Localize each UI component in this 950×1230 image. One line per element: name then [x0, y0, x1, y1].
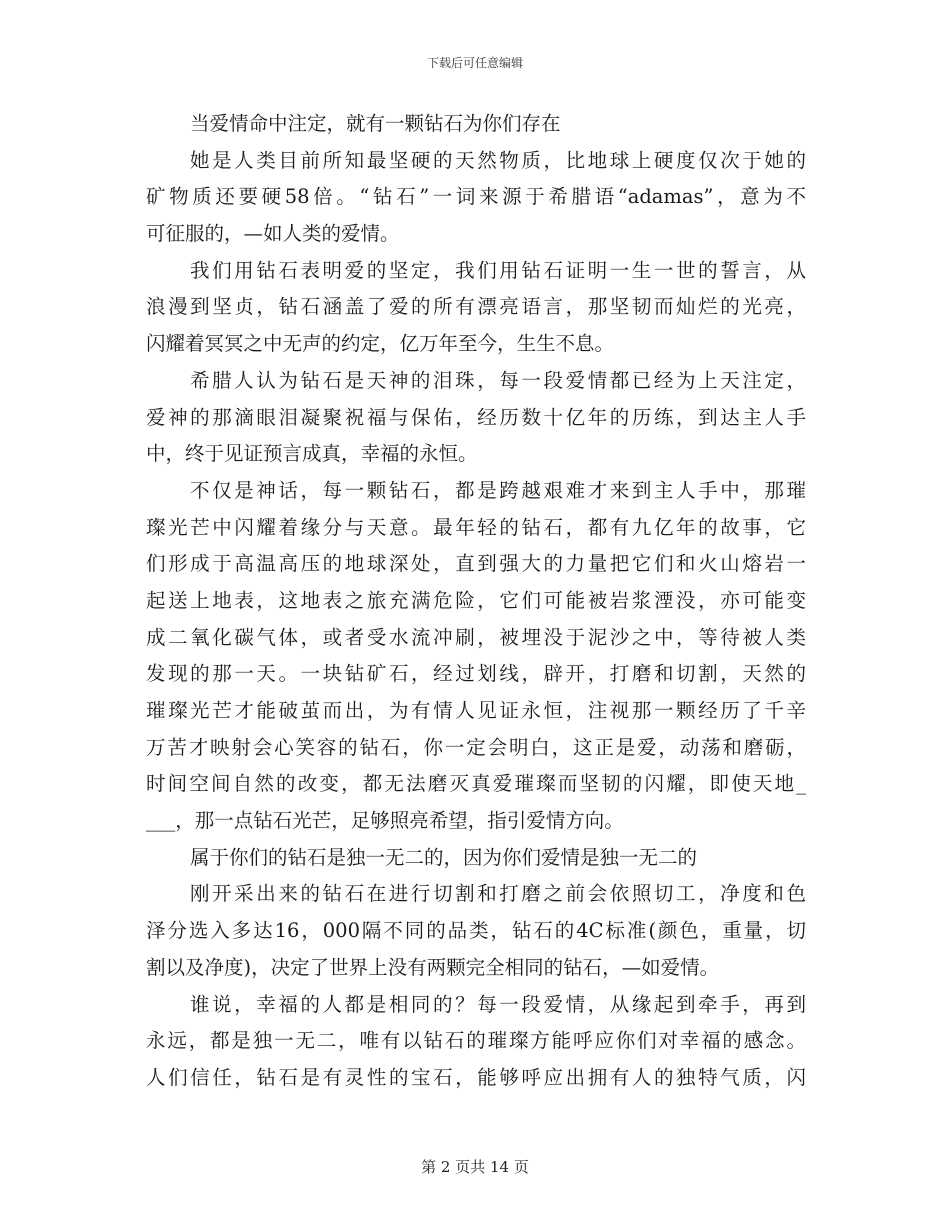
text-line: 中，终于见证预言成真，幸福的永恒。 — [146, 442, 478, 466]
text-line: 浪漫到坚贞，钻石涵盖了爱的所有漂亮语言，那坚韧而灿烂的光亮， — [146, 295, 806, 319]
text-line: 割以及净度)，决定了世界上没有两颗完全相同的钻石，—如爱情。 — [146, 955, 720, 979]
text-line: 矿物质还要硬58倍。“钻石”一词来源于希腊语“adamas”，意为不 — [146, 185, 806, 209]
text-line: 璨光芒中闪耀着缘分与天意。最年轻的钻石，都有九亿年的故事，它 — [146, 515, 806, 539]
text-line: 人们信任，钻石是有灵性的宝石，能够呼应出拥有人的独特气质，闪 — [146, 1065, 806, 1089]
text-line: 时间空间自然的改变，都无法磨灭真爱璀璨而坚韧的闪耀，即使天地_ — [146, 772, 806, 796]
text-line: 成二氧化碳气体，或者受水流冲刷，被埋没于泥沙之中，等待被人类 — [146, 625, 806, 649]
text-line: 当爱情命中注定，就有一颗钻石为你们存在 — [190, 112, 561, 135]
page-header: 下载后可任意编辑 — [426, 56, 523, 70]
document-body — [146, 106, 806, 1097]
text-line: 刚开采出来的钻石在进行切割和打磨之前会依照切工，净度和色 — [190, 882, 806, 906]
text-line: 我们用钻石表明爱的坚定，我们用钻石证明一生一世的誓言，从 — [190, 258, 806, 282]
page-footer: 第 2 页共 14 页 — [421, 1158, 529, 1176]
text-line: 爱神的那滴眼泪凝聚祝福与保佑，经历数十亿年的历练，到达主人手 — [146, 405, 806, 429]
text-line: 不仅是神话，每一颗钻石，都是跨越艰难才来到主人手中，那璀 — [190, 478, 806, 502]
text-line: ___，那一点钻石光芒，足够照亮希望，指引爱情方向。 — [146, 809, 624, 833]
text-line: 可征服的，—如人类的爱情。 — [146, 222, 400, 246]
text-line: 永远，都是独一无二，唯有以钻石的璀璨方能呼应你们对幸福的感念。 — [146, 1029, 806, 1053]
text-line: 万苦才映射会心笑容的钻石，你一定会明白，这正是爱，动荡和磨砺， — [146, 735, 806, 759]
text-line: 希腊人认为钻石是天神的泪珠，每一段爱情都已经为上天注定， — [190, 368, 806, 392]
text-line: 闪耀着冥冥之中无声的约定，亿万年至今，生生不息。 — [146, 332, 615, 356]
text-line: 发现的那一天。一块钻矿石，经过划线，辟开，打磨和切割，天然的 — [146, 662, 806, 686]
text-line: 泽分选入多达16，000隔不同的品类，钻石的4C标准(颜色，重量，切 — [146, 919, 806, 943]
text-line: 谁说，幸福的人都是相同的？每一段爱情，从缘起到牵手，再到 — [190, 992, 806, 1016]
text-line: 璀璨光芒才能破茧而出，为有情人见证永恒，注视那一颗经历了千辛 — [146, 699, 806, 722]
text-line: 起送上地表，这地表之旅充满危险，它们可能被岩浆湮没，亦可能变 — [146, 588, 806, 612]
text-line: 属于你们的钻石是独一无二的，因为你们爱情是独一无二的 — [190, 845, 698, 869]
text-line: 们形成于高温高压的地球深处，直到强大的力量把它们和火山熔岩一 — [146, 552, 806, 576]
text-line: 她是人类目前所知最坚硬的天然物质，比地球上硬度仅次于她的 — [190, 148, 806, 172]
